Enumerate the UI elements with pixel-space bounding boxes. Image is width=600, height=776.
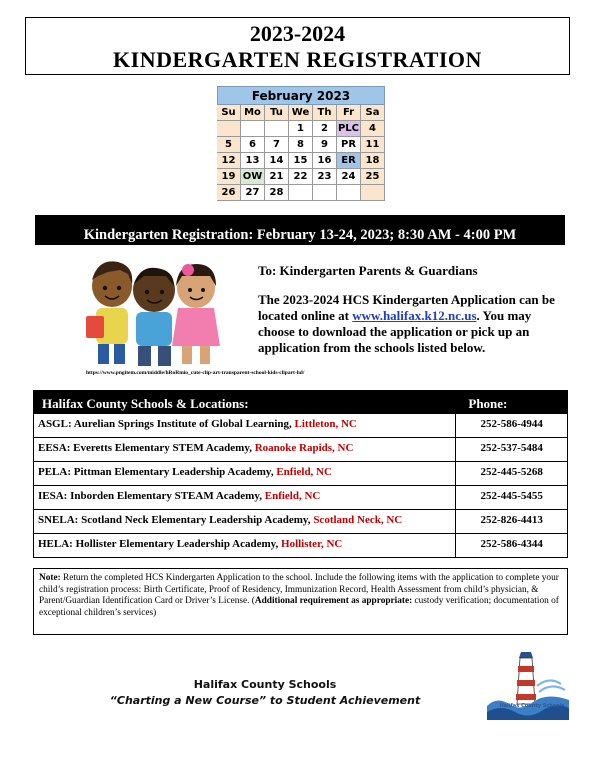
calendar-day-cell: 27 — [241, 185, 265, 201]
calendar-day-cell — [241, 121, 265, 137]
calendar-day-cell: 6 — [241, 137, 265, 153]
school-phone: 252-537-5484 — [480, 442, 543, 454]
location-name — [34, 510, 456, 533]
location-name — [34, 438, 456, 461]
location-name — [34, 534, 456, 557]
calendar-day-cell: 7 — [265, 137, 289, 153]
calendar-day-cell: 22 — [289, 169, 313, 185]
school-name: ASGL: Aurelian Springs Institute of Global Learning, — [38, 418, 295, 430]
location-row — [34, 437, 567, 461]
calendar-day-header: Th — [313, 105, 337, 121]
footer-motto: “Charting a New Course” to Student Achievement — [109, 694, 421, 707]
calendar-day-cell: 8 — [289, 137, 313, 153]
letter-body-end: . You may choose to download the application or pick up an application from the schools listed below. — [258, 308, 532, 355]
location-name — [34, 414, 456, 437]
calendar-day-cell — [313, 185, 337, 201]
calendar-day-cell: PR — [337, 137, 361, 153]
note-additional-text: custody verification; documentation of exceptional children’s services) — [39, 596, 559, 618]
location-row — [34, 461, 567, 485]
school-phone: 252-445-5268 — [480, 466, 543, 478]
school-city: Littleton, NC — [294, 418, 357, 430]
calendar-day-cell — [337, 185, 361, 201]
locations-header — [34, 391, 567, 413]
school-city: Hollister, NC — [281, 538, 343, 550]
logo-caption: Halifax County Schools — [499, 703, 565, 709]
note-additional-label: Additional requirement as appropriate: — [254, 596, 413, 607]
title-year: 2023-2024 — [249, 21, 346, 46]
locations-header-phone: Phone: — [468, 396, 508, 411]
calendar-day-cell: PLC — [337, 121, 361, 137]
calendar-day-cell: 19 — [217, 169, 241, 185]
calendar-grid — [217, 105, 385, 201]
registration-banner: Kindergarten Registration: February 13-24, 2023; 8:30 AM - 4:00 PM — [35, 215, 565, 245]
calendar-day-cell: 18 — [361, 153, 385, 169]
location-name — [34, 462, 456, 485]
school-name: IESA: Inborden Elementary STEAM Academy, — [38, 490, 265, 502]
school-name: HELA: Hollister Elementary Leadership Academy, — [38, 538, 282, 550]
calendar-day-cell — [265, 121, 289, 137]
calendar-day-cell: 15 — [289, 153, 313, 169]
calendar-day-cell: 23 — [313, 169, 337, 185]
calendar-day-cell: 2 — [313, 121, 337, 137]
school-city: Enfield, NC — [276, 466, 332, 478]
calendar-day-cell: 4 — [361, 121, 385, 137]
school-name: EESA: Everetts Elementary STEM Academy, — [38, 442, 255, 454]
calendar-month: February 2023 — [217, 86, 385, 105]
calendar-day-cell — [361, 185, 385, 201]
calendar-day-cell: 12 — [217, 153, 241, 169]
school-city: Scotland Neck, NC — [313, 514, 403, 526]
calendar-day-header: Sa — [361, 105, 385, 121]
footer-district-name: Halifax County Schools — [193, 678, 337, 691]
calendar-day-cell: 24 — [337, 169, 361, 185]
calendar-day-header: Su — [217, 105, 241, 121]
calendar-day-header: Tu — [265, 105, 289, 121]
kids-clipart-image — [78, 250, 228, 368]
calendar-day-header: We — [289, 105, 313, 121]
school-phone: 252-586-4944 — [480, 418, 543, 430]
calendar-day-cell: 11 — [361, 137, 385, 153]
calendar-day-cell: 13 — [241, 153, 265, 169]
calendar-day-cell: 28 — [265, 185, 289, 201]
letter-salutation: To: Kindergarten Parents & Guardians — [258, 263, 478, 278]
title-heading: KINDERGARTEN REGISTRATION — [113, 47, 482, 72]
kid-left-figure — [86, 261, 132, 364]
kid-right-figure — [172, 264, 220, 364]
school-phone: 252-826-4413 — [480, 514, 543, 526]
letter-body — [258, 292, 568, 356]
locations-table — [33, 390, 568, 558]
school-name: SNELA: Scotland Neck Elementary Leadership Academy, — [38, 514, 314, 526]
location-row — [34, 533, 567, 557]
calendar-day-cell — [217, 121, 241, 137]
letter-body-start: The 2023-2024 HCS Kindergarten Application can be located online at — [258, 292, 555, 323]
location-row — [34, 485, 567, 509]
locations-header-name: Halifax County Schools & Locations: — [42, 396, 249, 411]
title-box — [25, 17, 570, 75]
calendar-day-header: Fr — [337, 105, 361, 121]
footer — [100, 678, 430, 710]
note-text — [39, 573, 562, 619]
image-credit-url: https://www.pngitem.com/middle/hRoRmio_cute-clip-art-transparent-school-kids-clipart-hd/ — [86, 370, 305, 376]
note-body: Return the completed HCS Kindergarten Application to the school. Include the following items with the application to complete your child’s registration process: Birth Certificate, Proof of Residency, Immunization Record, Health Assessment from child’s physician, & Parent/Guardian Identification Card or Driver’s License. ( — [39, 573, 559, 607]
location-row — [34, 413, 567, 437]
calendar-day-cell: OW — [241, 169, 265, 185]
location-name — [34, 486, 456, 509]
calendar-day-cell: 5 — [217, 137, 241, 153]
school-name: PELA: Pittman Elementary Leadership Academy, — [38, 466, 277, 478]
calendar-day-cell: 21 — [265, 169, 289, 185]
school-phone: 252-586-4344 — [480, 538, 543, 550]
calendar-day-cell: 25 — [361, 169, 385, 185]
kid-middle-figure — [133, 268, 175, 366]
calendar-day-header: Mo — [241, 105, 265, 121]
calendar-day-cell — [289, 185, 313, 201]
school-city: Roanoke Rapids, NC — [254, 442, 354, 454]
calendar-day-cell: 14 — [265, 153, 289, 169]
calendar-day-cell: 9 — [313, 137, 337, 153]
calendar-day-cell: ER — [337, 153, 361, 169]
website-link[interactable]: www.halifax.k12.nc.us — [352, 308, 477, 323]
school-city: Enfield, NC — [264, 490, 321, 502]
note-label: Note: — [39, 573, 61, 583]
note-box — [33, 568, 568, 635]
calendar-day-cell: 26 — [217, 185, 241, 201]
calendar-day-cell: 16 — [313, 153, 337, 169]
calendar-day-cell: 1 — [289, 121, 313, 137]
school-phone: 252-445-5455 — [480, 490, 543, 502]
letter-text — [258, 263, 568, 356]
location-row — [34, 509, 567, 533]
